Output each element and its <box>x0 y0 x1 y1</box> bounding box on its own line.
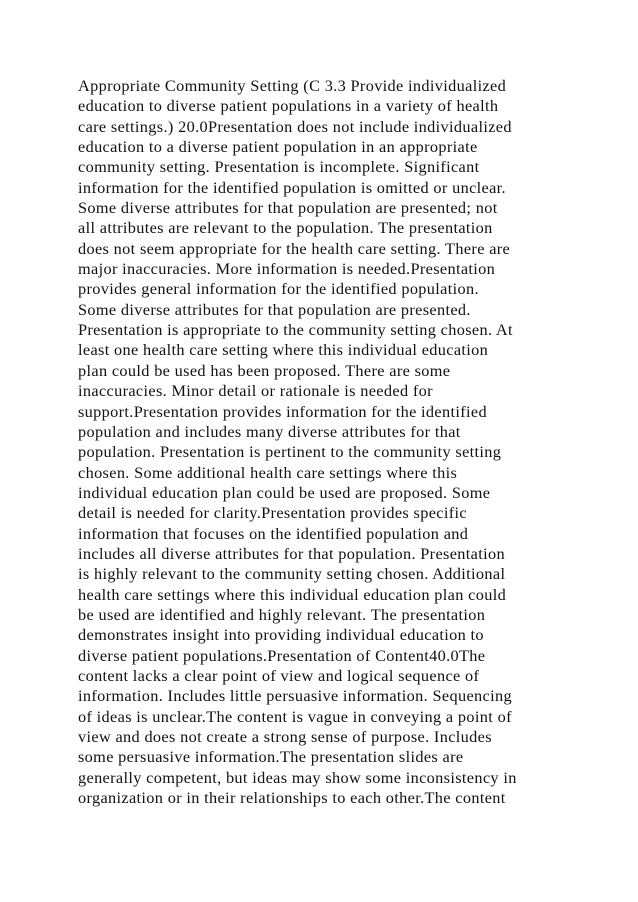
text-line: includes all diverse attributes for that population. Presentation <box>78 543 505 563</box>
text-line: content lacks a clear point of view and logical sequence of <box>78 665 480 685</box>
text-line: information. Includes little persuasive information. Sequencing <box>78 686 512 706</box>
text-line: community setting. Presentation is incomplete. Significant <box>78 157 480 177</box>
text-line: support.Presentation provides information for the identified <box>78 401 487 421</box>
text-line: population and includes many diverse attributes for that <box>78 421 461 441</box>
text-line: health care settings where this individual education plan could <box>78 584 507 604</box>
text-line: generally competent, but ideas may show some inconsistency in <box>78 767 517 787</box>
text-line: Appropriate Community Setting (C 3.3 Provide individualized <box>78 76 507 95</box>
text-line: information for the identified population is omitted or unclear. <box>78 177 506 197</box>
text-line: inaccuracies. Minor detail or rationale is needed for <box>78 381 433 401</box>
text-line: be used are identified and highly relevant. The presentation <box>78 604 486 624</box>
text-line: information that focuses on the identified population and <box>78 523 469 543</box>
text-line: Some diverse attributes for that population are presented; not <box>78 198 498 218</box>
text-line: Some diverse attributes for that population are presented. <box>78 299 471 319</box>
text-line: of ideas is unclear.The content is vague in conveying a point of <box>78 706 512 726</box>
text-line: least one health care setting where this individual education <box>78 340 489 360</box>
text-line: organization or in their relationships to each other.The content <box>78 788 506 808</box>
text-line: demonstrates insight into providing individual education to <box>78 625 484 645</box>
text-line: care settings.) 20.0Presentation does not include individualized <box>78 116 512 136</box>
text-line: does not seem appropriate for the health care setting. There are <box>78 238 511 258</box>
text-line: chosen. Some additional health care settings where this <box>78 462 458 482</box>
body-text <box>78 76 558 808</box>
text-line: education to diverse patient populations in a variety of health <box>78 96 499 116</box>
text-line: individual education plan could be used are proposed. Some <box>78 482 491 502</box>
text-line: provides general information for the identified population. <box>78 279 479 299</box>
text-line: all attributes are relevant to the population. The presentation <box>78 218 493 238</box>
text-line: major inaccuracies. More information is needed.Presentation <box>78 259 496 279</box>
text-line: view and does not create a strong sense of purpose. Includes <box>78 727 492 746</box>
text-line: education to a diverse patient population in an appropriate <box>78 137 478 157</box>
text-line: Presentation is appropriate to the community setting chosen. At <box>78 320 513 340</box>
text-line: population. Presentation is pertinent to the community setting <box>78 442 502 462</box>
text-line: detail is needed for clarity.Presentation provides specific <box>78 503 467 523</box>
text-line: diverse patient populations.Presentation of Content40.0The <box>78 645 486 665</box>
text-line: some persuasive information.The presentation slides are <box>78 747 464 767</box>
text-line: is highly relevant to the community setting chosen. Additional <box>78 564 506 584</box>
text-line: plan could be used has been proposed. There are some <box>78 360 451 380</box>
